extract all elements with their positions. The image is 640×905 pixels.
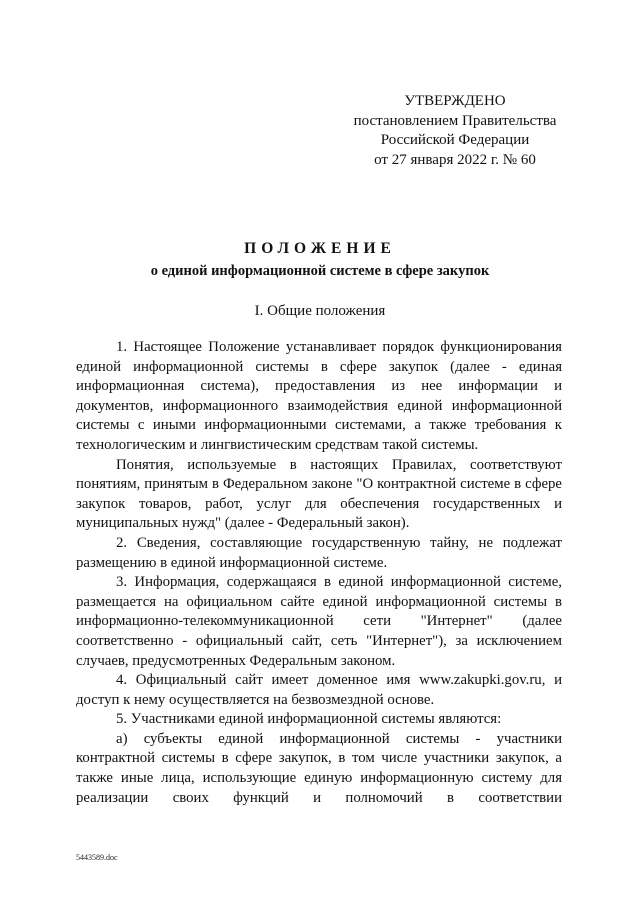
section-heading: I. Общие положения	[254, 303, 386, 319]
paragraph-3: 2. Сведения, составляющие государственную тайну, не подлежат размещению в единой информационной системе.	[76, 534, 562, 571]
paragraph-7: а) субъекты единой информационной системы - участники контрактной системы в сфере закупок, в том числе участники закупок, а также иные лица, использующие единую информационную систему для реализации своих функций и полномочий в соответствии	[76, 730, 562, 806]
approval-block	[340, 92, 570, 170]
paragraph-2: Понятия, используемые в настоящих Правилах, соответствуют понятиям, принятым в Федеральном законе "О контрактной системе в сфере закупок товаров, работ, услуг для обеспечения государственных и муниципальных нужд" (далее - Федеральный закон).	[76, 456, 562, 532]
file-name-footer: 5443589.doc	[76, 853, 118, 862]
approval-line-1: постановлением Правительства	[353, 112, 557, 129]
document-body	[76, 338, 562, 808]
approval-line-2: Российской Федерации	[380, 132, 530, 148]
approval-heading: УТВЕРЖДЕНО	[404, 93, 506, 109]
paragraph-5: 4. Официальный сайт имеет доменное имя www.zakupki.gov.ru, и доступ к нему осуществляется на безвозмездной основе.	[76, 672, 562, 708]
document-subtitle: о единой информационной системе в сфере закупок	[150, 263, 490, 279]
document-title: ПОЛОЖЕНИЕ	[244, 240, 396, 257]
paragraph-1: 1. Настоящее Положение устанавливает порядок функционирования единой информационной системы в сфере закупок (далее - единая информационная система), предоставления из нее информации и документов, информационного взаимодействия единой информационной системы с иными информационными системами, а также требования к технологическим и лингвистическим средствам такой системы.	[76, 339, 562, 453]
approval-line-3: от 27 января 2022 г. № 60	[374, 151, 536, 168]
paragraph-4: 3. Информация, содержащаяся в единой информационной системе, размещается на официальном сайте единой информационной системы в информационно-телекоммуникационной сети "Интернет" (далее соответственно - официальный сайт, сеть "Интернет"), за исключением случаев, предусмотренных Федеральным законом.	[76, 574, 562, 669]
paragraph-6: 5. Участниками единой информационной системы являются:	[116, 711, 502, 728]
